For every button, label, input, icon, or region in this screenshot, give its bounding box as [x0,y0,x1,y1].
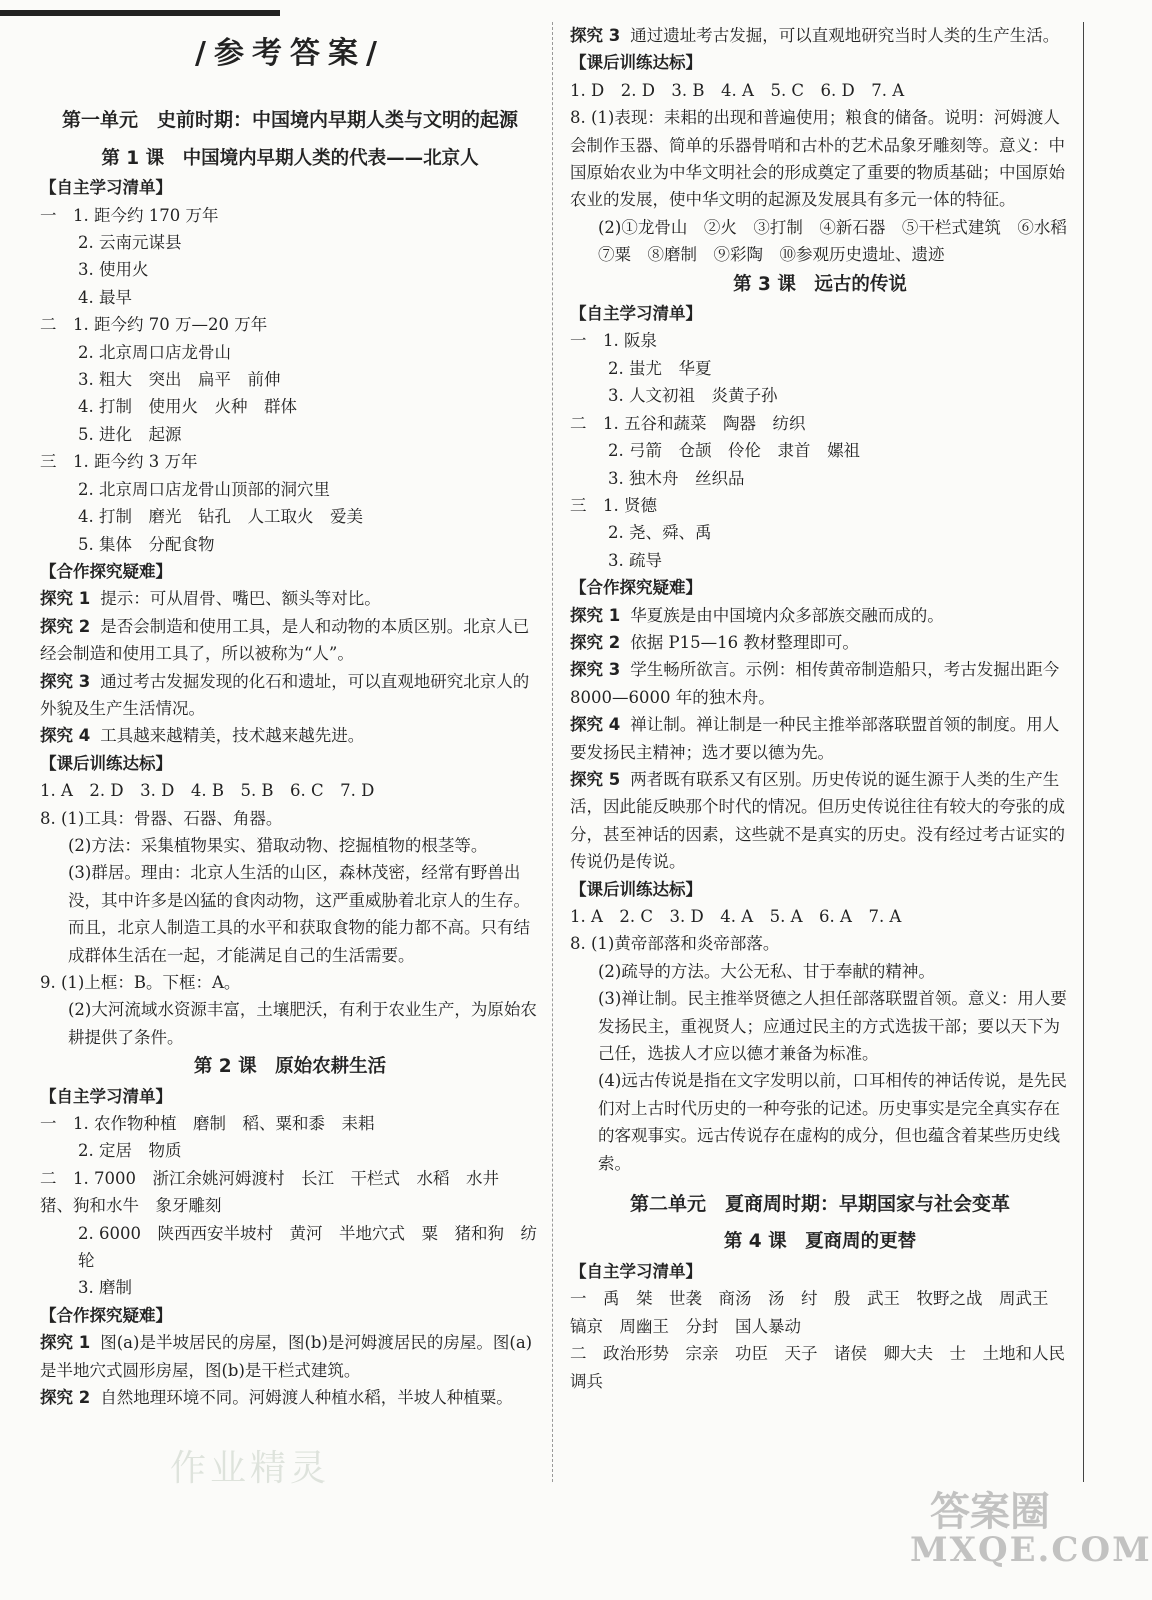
list-item: 2. 6000 陕西西安半坡村 黄河 半地穴式 粟 猪和狗 纺轮 [78,1223,537,1271]
list-item: 3. 疏导 [608,550,662,570]
inquiry-label: 探究 3 [570,26,621,45]
answer-line: (3)群居。理由：北京人生活的山区，森林茂密，经常有野兽出没，其中许多是凶猛的食肉动物，这严重威胁着北京人的生存。而且，北京人制造工具的水平和获取食物的能力都不高。只有结成群体生活在一起，才能满足自己的生活需要。 [68,863,530,965]
list-item: 二 1. 7000 浙江余姚河姆渡村 长江 干栏式 水稻 水井 猪、狗和水牛 象牙雕刻 [40,1168,516,1216]
section-after-class: 【课后训练达标】 [570,879,702,899]
inquiry-item [40,1329,540,1384]
answer-line: 8. (1)工具：骨器、石器、角器。 [40,808,283,828]
answer-line: 8. (1)表现：耒耜的出现和普遍使用；粮食的储备。说明：河姆渡人会制作玉器、简单的乐器骨哨和古朴的艺术品象牙雕刻等。意义：中国原始农业为中华文明社会的形成奠定了重要的物质基础；中国原始农业的发展，使中华文明的起源及发展具有多元一体的特征。 [570,108,1065,210]
section-after-class: 【课后训练达标】 [570,53,702,73]
list-item: 2. 北京周口店龙骨山 [78,342,231,362]
list-item: 二 1. 五谷和蔬菜 陶器 纺织 [570,413,806,433]
answer-line: 1. A 2. C 3. D 4. A 5. A 6. A 7. A [570,907,902,926]
watermark-logo: 答案圈 [930,1488,1050,1535]
list-item: 2. 定居 物质 [78,1141,182,1161]
list-item: 三 1. 距今约 3 万年 [40,452,198,472]
section-cooperative-inquiry: 【合作探究疑难】 [570,578,702,598]
inquiry-item [570,766,1070,876]
list-item: 一 1. 农作物种植 磨制 稻、粟和黍 耒耜 [40,1114,375,1134]
left-column [40,22,540,1412]
answer-line: (2)方法：采集植物果实、猎取动物、挖掘植物的根茎等。 [68,835,488,855]
list-item: 二 1. 距今约 70 万—20 万年 [40,315,268,335]
inquiry-label: 探究 3 [570,660,621,680]
section-cooperative-inquiry: 【合作探究疑难】 [40,561,172,581]
answer-line: (2)疏导的方法。大公无私、甘于奉献的精神。 [598,961,935,981]
inquiry-label: 探究 4 [40,726,91,746]
inquiry-label: 探究 1 [40,1333,91,1353]
inquiry-text: 两者既有联系又有区别。历史传说的诞生源于人类的生产生活，因此能反映那个时代的情况。但历史传说往往有较大的夸张的成分，甚至神话的因素，这些就不是真实的历史。没有经过考古证实的传说仍是传说。 [570,769,1065,872]
inquiry-label: 探究 1 [40,589,91,609]
section-cooperative-inquiry: 【合作探究疑难】 [40,1305,172,1325]
inquiry-label: 探究 5 [570,769,621,789]
list-item: 5. 进化 起源 [78,424,182,444]
list-item: 一 1. 距今约 170 万年 [40,205,219,225]
lesson-1-heading: 第 1 课 中国境内早期人类的代表——北京人 [101,147,479,169]
inquiry-label: 探究 4 [570,715,621,735]
inquiry-text: 华夏族是由中国境内众多部族交融而成的。 [630,605,944,625]
list-item: 2. 弓箭 仓颉 伶伦 隶首 嫘祖 [608,441,860,461]
list-item: 2. 蚩尤 华夏 [608,358,712,378]
list-item: 3. 粗大 突出 扁平 前伸 [78,370,281,390]
answer-line: 8. (1)黄帝部落和炎帝部落。 [570,934,780,954]
right-margin-rule [1083,22,1084,1482]
inquiry-item [40,722,540,749]
list-item: 2. 北京周口店龙骨山顶部的洞穴里 [78,479,330,499]
column-divider [552,22,553,1482]
header-rule [0,10,280,16]
unit-1-heading: 第一单元 史前时期：中国境内早期人类与文明的起源 [61,109,518,132]
list-item: 3. 独木舟 丝织品 [608,468,745,488]
inquiry-item [40,668,540,723]
list-item: 2. 云南元谋县 [78,233,182,253]
inquiry-text: 依据 P15—16 教材整理即可。 [630,632,859,652]
inquiry-item [40,613,540,668]
inquiry-text: 自然地理环境不同。河姆渡人种植水稻，半坡人种植粟。 [100,1388,513,1408]
list-item: 3. 磨制 [78,1278,132,1298]
section-self-study: 【自主学习清单】 [40,1086,172,1106]
list-item: 二 政治形势 宗亲 功臣 天子 诸侯 卿大夫 士 土地和人民 调兵 [570,1344,1082,1391]
inquiry-label: 探究 3 [40,671,91,691]
lesson-3-heading: 第 3 课 远古的传说 [733,273,907,295]
inquiry-text: 工具越来越精美，技术越来越先进。 [100,726,365,746]
inquiry-text: 通过遗址考古发掘，可以直观地研究当时人类的生产生活。 [630,26,1060,45]
list-item: 5. 集体 分配食物 [78,534,215,554]
watermark-url: MXQE.COM [910,1530,1152,1570]
inquiry-item [570,602,1070,629]
inquiry-label: 探究 2 [40,1388,91,1408]
inquiry-label: 探究 1 [570,605,621,625]
lesson-2-heading: 第 2 课 原始农耕生活 [193,1056,387,1078]
unit-2-heading: 第二单元 夏商周时期：早期国家与社会变革 [629,1193,1010,1216]
inquiry-label: 探究 2 [570,632,621,652]
inquiry-text: 提示：可从眉骨、嘴巴、额头等对比。 [100,589,381,609]
section-self-study: 【自主学习清单】 [570,1261,702,1281]
section-after-class: 【课后训练达标】 [40,753,172,773]
watermark-text: 作业精灵 [170,1448,331,1489]
inquiry-item [570,629,1070,656]
right-column [570,22,1084,1395]
inquiry-item [570,656,1070,711]
answer-line: (2)①龙骨山 ②火 ③打制 ④新石器 ⑤干栏式建筑 ⑥水稻 ⑦粟 ⑧磨制 ⑨彩陶 ⑩参观历史遗址、遗迹 [598,217,1084,265]
inquiry-item [570,22,1070,49]
inquiry-text: 图(a)是半坡居民的房屋，图(b)是河姆渡居民的房屋。图(a)是半地穴式圆形房屋，图(b)是干栏式建筑。 [40,1333,533,1380]
inquiry-item [40,585,540,612]
inquiry-text: 禅让制。禅让制是一种民主推举部落联盟首领的制度。用人要发扬民主精神；选才要以德为先。 [570,715,1060,762]
inquiry-label: 探究 2 [40,616,91,636]
answer-line: (4)远古传说是指在文字发明以前，口耳相传的神话传说，是先民们对上古时代历史的一种夸张的记述。历史事实是完全真实存在的客观事实。远古传说存在虚构的成分，但也蕴含着某些历史线索。 [598,1071,1067,1173]
answers-banner: /参考答案/ [195,36,385,71]
list-item: 一 1. 阪泉 [570,331,657,351]
answer-line: 1. A 2. D 3. D 4. B 5. B 6. C 7. D [40,781,375,801]
list-item: 2. 尧、舜、禹 [608,523,712,543]
answer-line: 1. D 2. D 3. B 4. A 5. C 6. D 7. A [570,80,905,100]
list-item: 4. 最早 [78,287,132,307]
list-item: 4. 打制 磨光 钻孔 人工取火 爱美 [78,507,363,527]
answer-line: 9. (1)上框：B。下框：A。 [40,973,241,992]
list-item: 一 禹 桀 世袭 商汤 汤 纣 殷 武王 牧野之战 周武王 镐京 周幽王 分封 国人暴动 [570,1289,1065,1336]
lesson-4-heading: 第 4 课 夏商周的更替 [723,1231,917,1253]
inquiry-text: 是否会制造和使用工具，是人和动物的本质区别。北京人已经会制造和使用工具了，所以被称为“人”。 [40,616,530,664]
inquiry-text: 学生畅所欲言。示例：相传黄帝制造船只，考古发掘出距今 8000—6000 年的独木舟。 [570,660,1060,707]
section-self-study: 【自主学习清单】 [570,304,702,324]
list-item: 3. 使用火 [78,260,149,280]
list-item: 三 1. 贤德 [570,495,657,515]
section-self-study: 【自主学习清单】 [40,178,172,198]
inquiry-item [570,711,1070,766]
inquiry-text: 通过考古发掘发现的化石和遗址，可以直观地研究北京人的外貌及生产生活情况。 [40,671,530,718]
answer-line: (3)禅让制。民主推举贤德之人担任部落联盟首领。意义：用人要发扬民主，重视贤人；应通过民主的方式选拔干部；要以天下为己任，选拔人才应以德才兼备为标准。 [598,989,1067,1064]
answer-line: (2)大河流域水资源丰富，土壤肥沃，有利于农业生产，为原始农耕提供了条件。 [68,1000,537,1047]
list-item: 3. 人文初祖 炎黄子孙 [608,386,778,406]
list-item: 4. 打制 使用火 火种 群体 [78,397,297,417]
inquiry-item [40,1384,540,1411]
